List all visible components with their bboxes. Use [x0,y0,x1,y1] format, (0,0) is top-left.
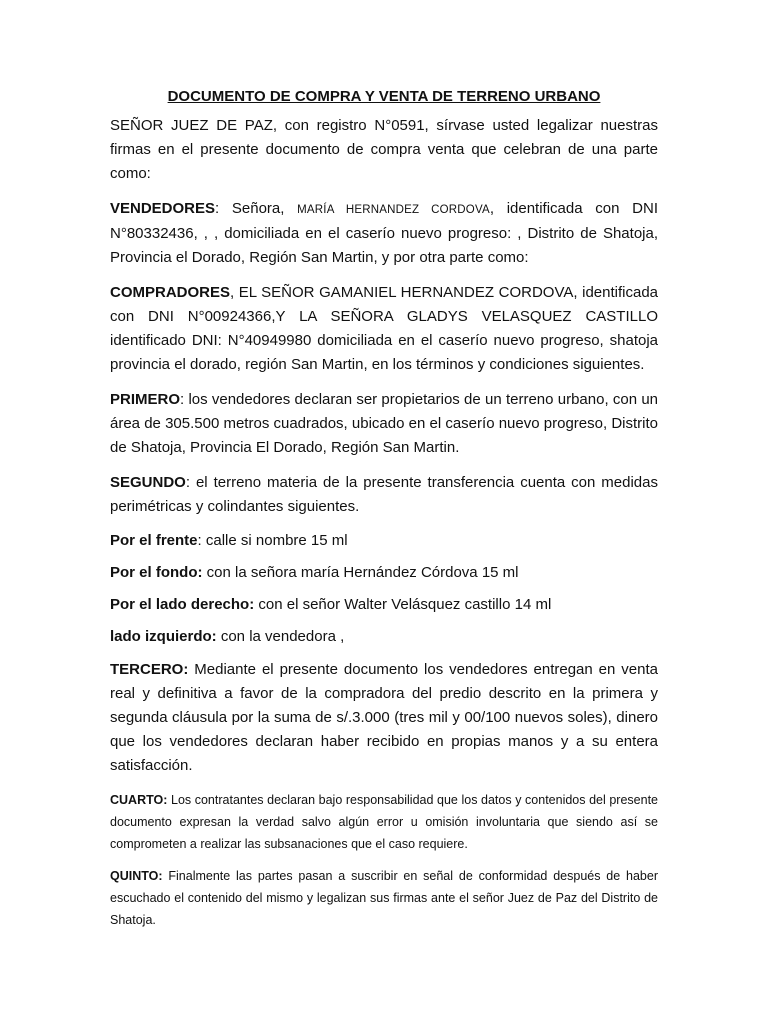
fondo-text: con la señora maría Hernández Córdova 15 ml [202,564,519,581]
tercero-label: TERCERO: [110,661,189,678]
cuarto-text: Los contratantes declaran bajo responsabilidad que los datos y contenidos del presente documento expresan la verdad salvo algún error u omisión involuntaria que siendo así se comprometen a realizar las subsanaciones que el caso requiere. [110,793,658,851]
segundo-text: : el terreno materia de la presente transferencia cuenta con medidas perimétricas y colindantes siguientes. [110,474,658,515]
vendedores-paragraph [110,197,658,270]
quinto-label: QUINTO: [110,869,163,883]
cuarto-label: CUARTO: [110,793,168,807]
quinto-text: Finalmente las partes pasan a suscribir en señal de conformidad después de haber escuchado el contenido del mismo y legalizan sus firmas ante el señor Juez de Paz del Distrito de Shatoja. [110,869,658,927]
tercero-paragraph [110,658,658,778]
compradores-text: , EL SEÑOR GAMANIEL HERNANDEZ CORDOVA, identificada con DNI N°00924366,Y LA SEÑORA GLADYS VELASQUEZ CASTILLO identificado DNI: N°40949980 domiciliada en el caserío nuevo progreso, shatoja provincia el dorado, región San Martin, en los términos y condiciones siguientes. [110,284,658,373]
cuarto-paragraph [110,789,658,855]
fondo-label: Por el fondo: [110,564,203,581]
vendedores-name: MARÍA HERNANDEZ CORDOVA [297,204,490,216]
fondo-line [110,562,658,584]
primero-text: : los vendedores declaran ser propietarios de un terreno urbano, con un área de 305.500 metros cuadrados, ubicado en el caserío nuevo progreso, Distrito de Shatoja, Provincia El Dorado, Región San Martin. [110,391,658,456]
frente-text: : calle si nombre 15 ml [197,532,348,549]
izquierdo-label: lado izquierdo: [110,628,217,645]
tercero-text: Mediante el presente documento los vendedores entregan en venta real y definitiva a favor de la compradora del predio descrito en la primera y segunda cláusula por la suma de s/.3.000 (tres mil y 00/100 nuevos soles), dinero que los vendedores declaran haber recibido en propias manos y a su entera satisfacción. [110,661,658,774]
document-title: DOCUMENTO DE COMPRA Y VENTA DE TERRENO URBANO [167,88,601,105]
derecho-label: Por el lado derecho: [110,596,255,613]
vendedores-text-1: : Señora, [215,200,298,217]
primero-paragraph [110,388,658,460]
compradores-paragraph [110,281,658,377]
frente-line [110,530,658,552]
vendedores-text-2: , identificada con DNI N°80332436, , , domiciliada en el caserío nuevo progreso: , Distrito de Shatoja, Provincia el Dorado, Región San Martin, y por otra parte como: [110,200,658,266]
izquierdo-text: con la vendedora , [216,628,345,645]
compradores-label: COMPRADORES [110,284,231,301]
intro-paragraph: SEÑOR JUEZ DE PAZ, con registro N°0591, sírvase usted legalizar nuestras firmas en el presente documento de compra venta que celebran de una parte como: [110,117,658,182]
primero-label: PRIMERO [110,391,181,408]
segundo-paragraph [110,471,658,519]
quinto-paragraph [110,865,658,931]
izquierdo-line [110,626,658,648]
derecho-text: con el señor Walter Velásquez castillo 14 ml [254,596,552,613]
segundo-label: SEGUNDO [110,474,186,491]
vendedores-label: VENDEDORES [110,200,216,217]
derecho-line [110,594,658,616]
frente-label: Por el frente [110,532,198,549]
